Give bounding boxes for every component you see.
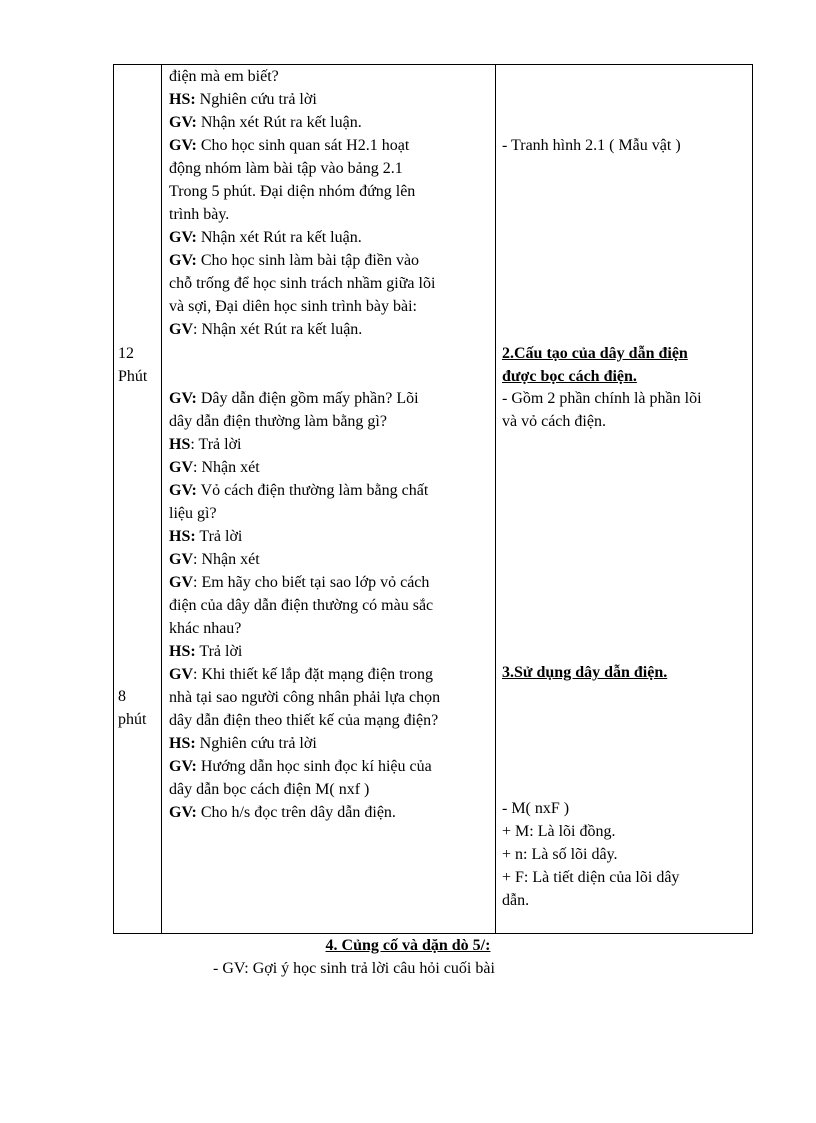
- activity-text: động nhóm làm bài tập vào bảng 2.1: [169, 160, 403, 177]
- activity-line: [169, 755, 493, 778]
- speaker-label: GV: [169, 666, 193, 683]
- activity-line: [169, 433, 493, 456]
- section-2-text-line2: và vỏ cách điện.: [502, 413, 606, 430]
- time-8: 8: [118, 688, 126, 705]
- activity-text: Hướng dẫn học sinh đọc kí hiệu của: [196, 758, 432, 775]
- activity-text: dây dẫn bọc cách điện M( nxf ): [169, 781, 370, 798]
- activity-line: [169, 364, 493, 387]
- lesson-table: [113, 64, 753, 934]
- activity-text: Nhận xét Rút ra kết luận.: [196, 114, 362, 131]
- activity-line: [169, 226, 493, 249]
- activity-text: Trả lời: [195, 643, 243, 660]
- material-note: - Tranh hình 2.1 ( Mẫu vật ): [502, 137, 681, 154]
- activity-text: nhà tại sao người công nhân phải lựa chọn: [169, 689, 441, 706]
- symbol-line: + M: Là lõi đồng.: [502, 823, 616, 840]
- activity-text: dây dẫn điện theo thiết kế của mạng điện?: [169, 712, 439, 729]
- activity-line: [169, 594, 493, 617]
- activity-line: [169, 640, 493, 663]
- speaker-label: GV:: [169, 482, 197, 499]
- speaker-label: GV:: [169, 758, 197, 775]
- activity-line: [169, 203, 493, 226]
- time-8-unit: phút: [118, 711, 147, 728]
- activity-text: Trong 5 phút. Đại diện nhóm đứng lên: [169, 183, 416, 200]
- speaker-label: HS:: [169, 643, 196, 660]
- activity-line: [169, 387, 493, 410]
- speaker-label: GV: [169, 459, 193, 476]
- section-3-heading: 3.Sử dụng dây dẫn điện.: [502, 664, 668, 681]
- activity-text: điện mà em biết?: [169, 68, 279, 85]
- speaker-label: GV: [169, 574, 193, 591]
- speaker-label: GV:: [169, 114, 197, 131]
- activity-text: và sợi, Đại diên học sinh trình bày bài:: [169, 298, 417, 315]
- activity-line: [169, 272, 493, 295]
- activity-line: [169, 88, 493, 111]
- activity-text: : Trả lời: [190, 436, 242, 453]
- activity-line: [169, 134, 493, 157]
- activity-line: [169, 709, 493, 732]
- speaker-label: GV: [169, 551, 193, 568]
- activity-line: [169, 180, 493, 203]
- activity-line: [169, 479, 493, 502]
- activity-line: [169, 341, 493, 364]
- speaker-label: GV:: [169, 252, 197, 269]
- activity-text: Nghiên cứu trả lời: [195, 735, 317, 752]
- activity-line: [169, 617, 493, 640]
- column-divider-2: [495, 65, 496, 933]
- activity-text: Cho học sinh quan sát H2.1 hoạt: [196, 137, 410, 154]
- activity-text: : Em hãy cho biết tại sao lớp vỏ cách: [193, 574, 430, 591]
- activity-line: [169, 456, 493, 479]
- activity-line: [169, 65, 493, 88]
- speaker-label: HS:: [169, 528, 196, 545]
- activity-text: Nhận xét Rút ra kết luận.: [196, 229, 362, 246]
- activity-line: [169, 249, 493, 272]
- column-divider-1: [161, 65, 162, 933]
- activity-line: [169, 571, 493, 594]
- consolidation-heading: [0, 934, 816, 957]
- section-2-heading-line1: 2.Cấu tạo của dây dẫn điện: [502, 345, 688, 362]
- speaker-label: GV:: [169, 137, 197, 154]
- activity-text: : Nhận xét Rút ra kết luận.: [193, 321, 363, 338]
- activity-line: [169, 502, 493, 525]
- activity-line: [169, 801, 493, 824]
- consolidation-heading-text: 4. Củng cố và dặn dò 5/:: [325, 937, 491, 954]
- activity-line: [169, 778, 493, 801]
- speaker-label: GV:: [169, 229, 197, 246]
- activity-line: [169, 318, 493, 341]
- activity-text: Trả lời: [195, 528, 243, 545]
- speaker-label: HS: [169, 436, 191, 453]
- activity-line: [169, 410, 493, 433]
- activity-text: Vỏ cách điện thường làm bằng chất: [196, 482, 429, 499]
- symbol-line: + F: Là tiết diện của lõi dây: [502, 869, 680, 886]
- activity-text: : Khi thiết kế lắp đặt mạng điện trong: [193, 666, 433, 683]
- speaker-label: GV: [169, 321, 193, 338]
- activity-text: trình bày.: [169, 206, 230, 223]
- symbol-line: + n: Là số lõi dây.: [502, 846, 618, 863]
- symbol-explanation: [502, 797, 679, 912]
- speaker-label: GV:: [169, 390, 197, 407]
- activity-line: [169, 525, 493, 548]
- time-12-unit: Phút: [118, 368, 148, 385]
- section-2-heading-line2: được bọc cách điện.: [502, 368, 637, 385]
- activity-text: chỗ trống để học sinh trách nhầm giữa lõi: [169, 275, 436, 292]
- activity-text: Nghiên cứu trả lời: [195, 91, 317, 108]
- symbol-line: - M( nxF ): [502, 800, 570, 817]
- activity-column: [169, 65, 493, 824]
- activity-line: [169, 732, 493, 755]
- activity-text: liệu gì?: [169, 505, 217, 522]
- symbol-line: dẫn.: [502, 892, 530, 909]
- activity-text: Cho h/s đọc trên dây dẫn điện.: [196, 804, 396, 821]
- speaker-label: GV:: [169, 804, 197, 821]
- activity-text: Cho học sinh làm bài tập điền vào: [196, 252, 420, 269]
- activity-text: khác nhau?: [169, 620, 242, 637]
- speaker-label: HS:: [169, 735, 196, 752]
- activity-line: [169, 295, 493, 318]
- activity-text: điện của dây dẫn điện thường có màu sắc: [169, 597, 434, 614]
- time-12: 12: [118, 345, 134, 362]
- activity-line: [169, 548, 493, 571]
- activity-line: [169, 111, 493, 134]
- activity-text: : Nhận xét: [193, 459, 260, 476]
- speaker-label: HS:: [169, 91, 196, 108]
- activity-line: [169, 663, 493, 686]
- activity-line: [169, 157, 493, 180]
- activity-text: Dây dẫn điện gồm mấy phần? Lõi: [196, 390, 419, 407]
- activity-line: [169, 686, 493, 709]
- activity-text: : Nhận xét: [193, 551, 260, 568]
- section-2-text-line1: - Gồm 2 phần chính là phần lõi: [502, 390, 702, 407]
- consolidation-text: - GV: Gợi ý học sinh trả lời câu hỏi cuối bài: [213, 960, 495, 977]
- activity-text: dây dẫn điện thường làm bằng gì?: [169, 413, 387, 430]
